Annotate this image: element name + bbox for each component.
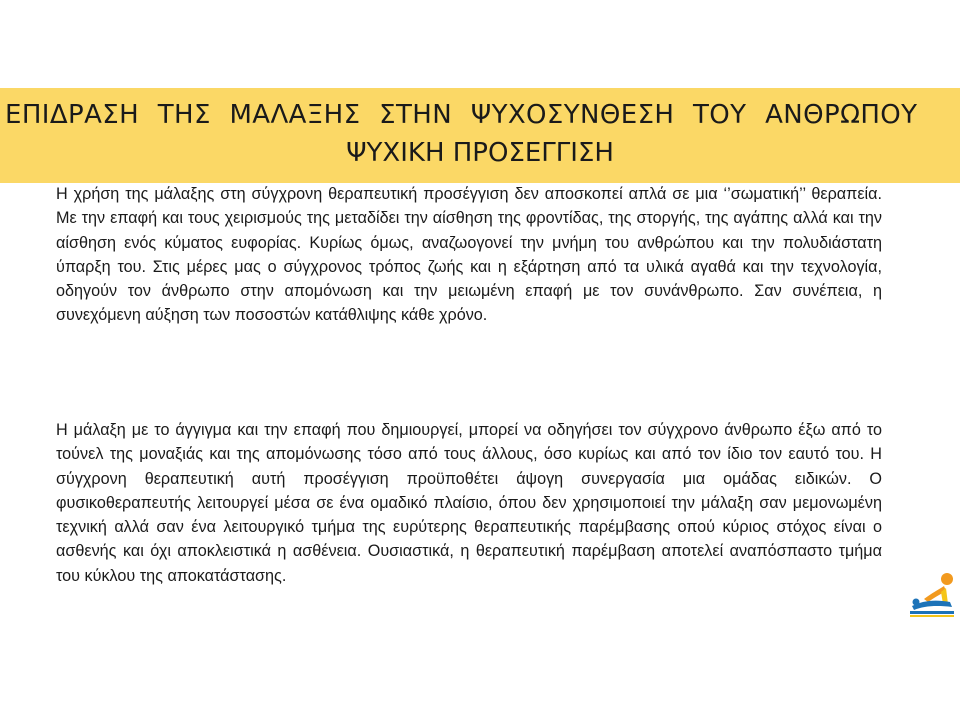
body-paragraph-2: Η μάλαξη με το άγγιγμα και την επαφή που δημιουργεί, μπορεί να οδηγήσει τον σύγχρονο άνθρωπο έξω από το τούνελ της μοναξιάς και της απομόνωσης τόσο από τους άλλους, όσο κυρίως και από τον ίδιο τον εαυτό του. Η σύγχρονη θεραπευτική αυτή προσέγγιση προϋποθέτει άψογη συνεργασία μια ομάδας ειδικών. Ο φυσικοθεραπευτής λειτουργεί μέσα σε ένα ομαδικό πλαίσιο, όπου δεν χρησιμοποιεί την μάλαξη σαν μεμονωμένη τεχνική αλλά σαν ένα λειτουργικό τμήμα της ευρύτερης θεραπευτικής παρέμβασης οπού κύριος στόχος είναι ο ασθενής και όχι αποκλειστικά η ασθένεια. Ουσιαστικά, η θεραπευτική παρέμβαση αποτελεί αναπόσπαστο τμήμα του κύκλου της αποκατάστασης. — [56, 421, 882, 585]
slide-title: ΕΠΙΔΡΑΣΗ ΤΗΣ ΜΑΛΑΞΗΣ ΣΤΗΝ ΨΥΧΟΣΥΝΘΕΣΗ ΤΟΥ ΑΝΘΡΩΠΟΥ — [5, 100, 918, 130]
body-paragraph-1: Η χρήση της μάλαξης στη σύγχρονη θεραπευτική προσέγγιση δεν αποσκοπεί απλά σε μια ‘’σωματική’’ θεραπεία. Με την επαφή και τους χειρισμούς της μεταδίδει την αίσθηση της φροντίδας, της στοργής, της αγάπης αλλά και την αίσθηση ενός κύματος ευφορίας. Κυρίως όμως, αναζωογονεί την μνήμη του ανθρώπου και την πολυδιάστατη ύπαρξη του. Στις μέρες μας ο σύγχρονος τρόπος ζωής και η εξάρτηση από τα υλικά αγαθά και την τεχνολογία, οδηγούν τον άνθρωπο στην απομόνωση και την μειωμένη επαφή με τον συνάνθρωπο. Σαν συνέπεια, η συνεχόμενη αύξηση των ποσοστών κατάθλιψης κάθε χρόνο. — [56, 185, 882, 325]
massage-therapy-logo-icon — [908, 566, 960, 620]
title-banner — [0, 88, 960, 183]
slide-subtitle: ΨΥΧΙΚΗ ΠΡΟΣΕΓΓΙΣΗ — [346, 138, 614, 168]
